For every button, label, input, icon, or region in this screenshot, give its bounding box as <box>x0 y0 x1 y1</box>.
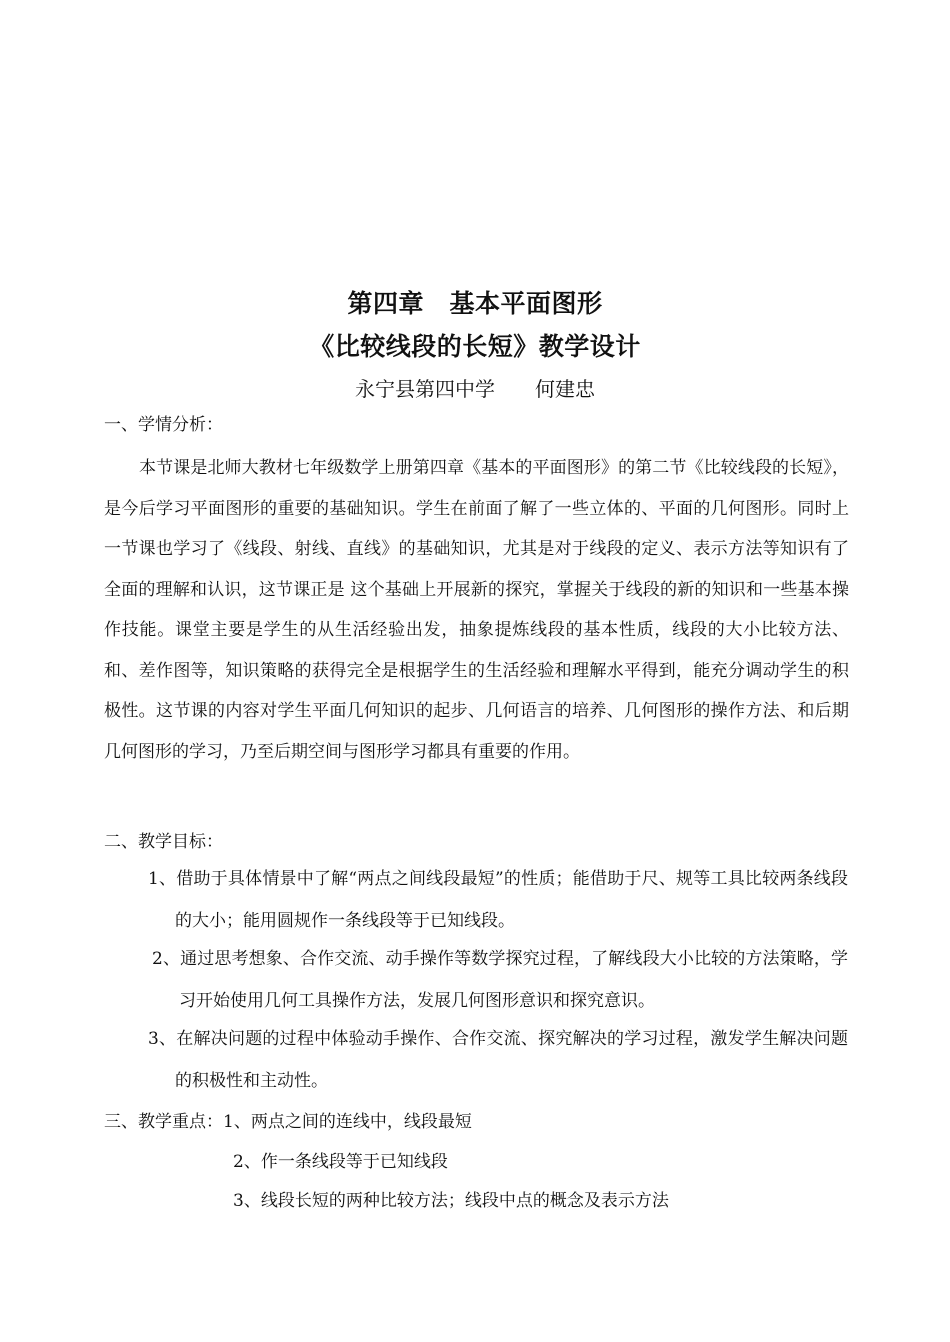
section-heading-goals: 二、教学目标： <box>104 832 223 852</box>
author-line: 永宁县第四中学 何建忠 <box>355 377 595 401</box>
section-heading-key-points: 三、教学重点：1、两点之间的连线中，线段最短 <box>104 1112 472 1132</box>
goal-item-3: 3、在解决问题的过程中体验动手操作、合作交流、探究解决的学习过程，激发学生解决问题的积极性和主动性。 <box>148 1029 848 1091</box>
lesson-title: 《比较线段的长短》教学设计 <box>309 332 641 361</box>
analysis-paragraph: 本节课是北师大教材七年级数学上册第四章《基本的平面图形》的第二节《比较线段的长短》，是今后学习平面图形的重要的基础知识。学生在前面了解了一些立体的、平面的几何图形。同时上一节课也学习了《线段、射线、直线》的基础知识，尤其是对于线段的定义、表示方法等知识有了全面的理解和认识，这节课正是 这个基础上开展新的探究，掌握关于线段的新的知识和一些基本操作技能。课堂主要是学生的从生活经验出发，抽象提炼线段的基本性质，线段的大小比较方法、和、差作图等，知识策略的获得完全是根据学生的生活经验和理解水平得到，能充分调动学生的积极性。这节课的内容对学生平面几何知识的起步、几何语言的培养、几何图形的操作方法、和后期几何图形的学习，乃至后期空间与图形学习都具有重要的作用。 <box>104 458 849 762</box>
key-point-2: 2、作一条线段等于已知线段 <box>233 1152 448 1172</box>
section-heading-analysis: 一、学情分析： <box>104 415 223 435</box>
goal-item-1: 1、借助于具体情景中了解“两点之间线段最短”的性质；能借助于尺、规等工具比较两条线段的大小；能用圆规作一条线段等于已知线段。 <box>148 869 848 931</box>
key-point-3: 3、线段长短的两种比较方法；线段中点的概念及表示方法 <box>233 1191 669 1211</box>
chapter-title: 第四章 基本平面图形 <box>347 289 603 318</box>
goal-item-2: 2、通过思考想象、合作交流、动手操作等数学探究过程，了解线段大小比较的方法策略，学习开始使用几何工具操作方法，发展几何图形意识和探究意识。 <box>152 949 848 1011</box>
